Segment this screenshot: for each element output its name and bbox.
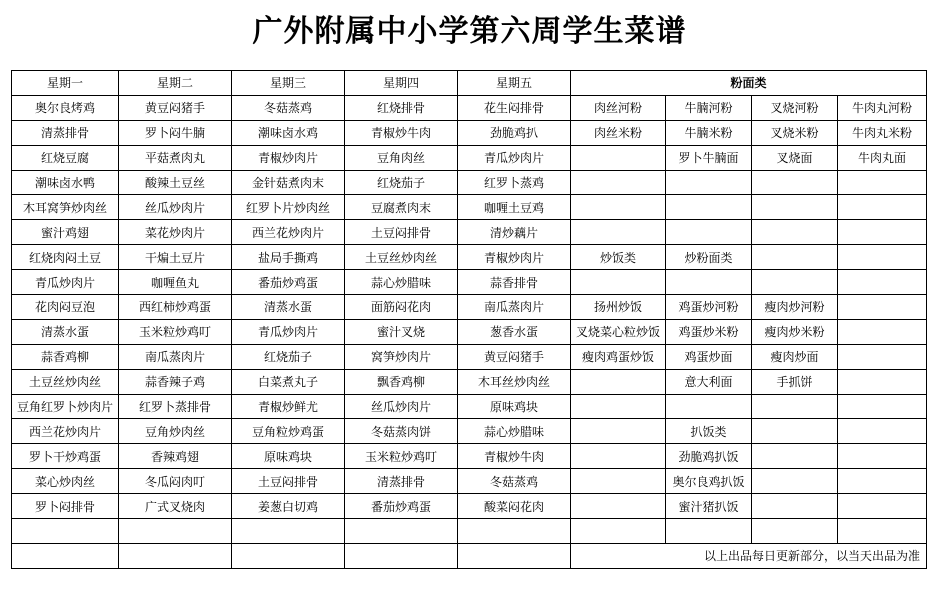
menu-cell xyxy=(571,469,666,494)
menu-cell xyxy=(838,220,927,245)
menu-cell: 花肉闷豆泡 xyxy=(12,295,119,320)
menu-cell xyxy=(838,195,927,220)
menu-cell: 豆角粒炒鸡蛋 xyxy=(232,419,345,444)
menu-cell xyxy=(458,519,571,544)
menu-cell xyxy=(571,270,666,295)
menu-cell xyxy=(666,394,752,419)
menu-cell: 青瓜炒肉片 xyxy=(232,319,345,344)
menu-cell: 劲脆鸡扒 xyxy=(458,120,571,145)
menu-cell xyxy=(232,519,345,544)
footnote-row xyxy=(12,543,927,568)
menu-cell: 清蒸排骨 xyxy=(345,469,458,494)
menu-cell: 红烧肉闷土豆 xyxy=(12,245,119,270)
menu-cell: 意大利面 xyxy=(666,369,752,394)
menu-cell: 蒜心炒腊味 xyxy=(345,270,458,295)
menu-cell xyxy=(571,494,666,519)
menu-cell: 罗卜干炒鸡蛋 xyxy=(12,444,119,469)
menu-cell xyxy=(838,369,927,394)
menu-cell: 南瓜蒸肉片 xyxy=(119,344,232,369)
menu-cell: 丝瓜炒肉片 xyxy=(345,394,458,419)
menu-cell: 红烧排骨 xyxy=(345,95,458,120)
menu-cell: 肉丝河粉 xyxy=(571,95,666,120)
menu-cell xyxy=(752,245,838,270)
menu-cell xyxy=(838,245,927,270)
table-row xyxy=(12,319,927,344)
menu-cell xyxy=(12,519,119,544)
menu-cell xyxy=(666,170,752,195)
menu-cell xyxy=(119,519,232,544)
menu-cell: 咖喱土豆鸡 xyxy=(458,195,571,220)
menu-cell: 蒜心炒腊味 xyxy=(458,419,571,444)
menu-cell xyxy=(666,519,752,544)
menu-cell: 红罗卜蒸鸡 xyxy=(458,170,571,195)
menu-cell xyxy=(752,170,838,195)
menu-cell: 蒜香辣子鸡 xyxy=(119,369,232,394)
menu-cell: 劲脆鸡扒饭 xyxy=(666,444,752,469)
menu-cell: 土豆闷排骨 xyxy=(232,469,345,494)
menu-cell xyxy=(838,270,927,295)
menu-cell: 南瓜蒸肉片 xyxy=(458,295,571,320)
menu-cell: 青瓜炒肉片 xyxy=(458,145,571,170)
menu-cell xyxy=(752,195,838,220)
menu-cell xyxy=(345,519,458,544)
menu-cell xyxy=(666,220,752,245)
menu-cell: 牛肉丸米粉 xyxy=(838,120,927,145)
menu-cell: 鸡蛋炒米粉 xyxy=(666,319,752,344)
menu-cell: 牛腩米粉 xyxy=(666,120,752,145)
menu-cell: 罗卜牛腩面 xyxy=(666,145,752,170)
table-row xyxy=(12,145,927,170)
menu-cell xyxy=(752,469,838,494)
menu-cell: 盐局手撕鸡 xyxy=(232,245,345,270)
menu-cell xyxy=(752,220,838,245)
table-row xyxy=(12,95,927,120)
menu-cell: 面筋闷花肉 xyxy=(345,295,458,320)
menu-cell: 鸡蛋炒面 xyxy=(666,344,752,369)
empty-cell xyxy=(12,543,119,568)
menu-cell: 土豆丝炒肉丝 xyxy=(345,245,458,270)
menu-cell: 番茄炒鸡蛋 xyxy=(232,270,345,295)
menu-cell: 西红柿炒鸡蛋 xyxy=(119,295,232,320)
table-row xyxy=(12,220,927,245)
menu-cell: 蜜汁叉烧 xyxy=(345,319,458,344)
menu-cell: 土豆闷排骨 xyxy=(345,220,458,245)
menu-cell xyxy=(571,419,666,444)
menu-cell: 炒饭类 xyxy=(571,245,666,270)
menu-cell xyxy=(571,195,666,220)
menu-cell: 红罗卜蒸排骨 xyxy=(119,394,232,419)
menu-cell: 西兰花炒肉片 xyxy=(232,220,345,245)
menu-cell: 菜心炒肉丝 xyxy=(12,469,119,494)
menu-cell: 炒粉面类 xyxy=(666,245,752,270)
table-row xyxy=(12,444,927,469)
menu-cell: 清蒸水蛋 xyxy=(232,295,345,320)
menu-cell: 广式叉烧肉 xyxy=(119,494,232,519)
menu-cell: 红烧茄子 xyxy=(345,170,458,195)
menu-cell: 豆角红罗卜炒肉片 xyxy=(12,394,119,419)
menu-cell: 平菇煮肉丸 xyxy=(119,145,232,170)
menu-cell: 清蒸排骨 xyxy=(12,120,119,145)
menu-cell: 香辣鸡翅 xyxy=(119,444,232,469)
menu-cell: 原味鸡块 xyxy=(458,394,571,419)
menu-cell: 木耳丝炒肉丝 xyxy=(458,369,571,394)
menu-cell: 玉米粒炒鸡叮 xyxy=(345,444,458,469)
menu-cell: 青椒炒鲜尤 xyxy=(232,394,345,419)
menu-cell xyxy=(752,419,838,444)
header-thursday: 星期四 xyxy=(345,71,458,96)
menu-cell xyxy=(838,344,927,369)
menu-cell: 青椒炒肉片 xyxy=(232,145,345,170)
empty-cell xyxy=(119,543,232,568)
menu-cell xyxy=(571,145,666,170)
menu-cell: 咖喱鱼丸 xyxy=(119,270,232,295)
empty-cell xyxy=(232,543,345,568)
menu-cell: 牛腩河粉 xyxy=(666,95,752,120)
menu-cell: 潮味卤水鸡 xyxy=(232,120,345,145)
table-row xyxy=(12,195,927,220)
menu-cell: 奥尔良烤鸡 xyxy=(12,95,119,120)
menu-cell: 蒜香鸡柳 xyxy=(12,344,119,369)
menu-cell: 肉丝米粉 xyxy=(571,120,666,145)
menu-cell: 潮味卤水鸭 xyxy=(12,170,119,195)
menu-cell: 木耳窝笋炒肉丝 xyxy=(12,195,119,220)
table-row xyxy=(12,519,927,544)
table-row xyxy=(12,295,927,320)
menu-cell: 青瓜炒肉片 xyxy=(12,270,119,295)
menu-cell: 红烧豆腐 xyxy=(12,145,119,170)
menu-cell: 清炒藕片 xyxy=(458,220,571,245)
menu-cell xyxy=(838,170,927,195)
menu-cell: 瘦肉炒面 xyxy=(752,344,838,369)
menu-cell: 青椒炒牛肉 xyxy=(345,120,458,145)
menu-cell: 瘦肉炒河粉 xyxy=(752,295,838,320)
menu-cell: 扒饭类 xyxy=(666,419,752,444)
menu-cell: 冬菇蒸鸡 xyxy=(232,95,345,120)
table-row xyxy=(12,245,927,270)
menu-cell: 牛肉丸面 xyxy=(838,145,927,170)
menu-cell xyxy=(571,220,666,245)
menu-cell: 叉烧河粉 xyxy=(752,95,838,120)
table-row xyxy=(12,494,927,519)
menu-cell: 蒜香排骨 xyxy=(458,270,571,295)
table-row xyxy=(12,170,927,195)
menu-cell: 白菜煮丸子 xyxy=(232,369,345,394)
menu-cell xyxy=(571,444,666,469)
menu-cell: 蜜汁猪扒饭 xyxy=(666,494,752,519)
menu-cell xyxy=(752,270,838,295)
menu-cell: 红罗卜片炒肉丝 xyxy=(232,195,345,220)
menu-cell: 土豆丝炒肉丝 xyxy=(12,369,119,394)
menu-cell: 干煸土豆片 xyxy=(119,245,232,270)
menu-cell: 鸡蛋炒河粉 xyxy=(666,295,752,320)
menu-cell: 青椒炒牛肉 xyxy=(458,444,571,469)
menu-cell: 姜葱白切鸡 xyxy=(232,494,345,519)
menu-cell: 手抓饼 xyxy=(752,369,838,394)
menu-cell: 金针菇煮肉末 xyxy=(232,170,345,195)
menu-cell xyxy=(838,394,927,419)
menu-cell: 冬瓜闷肉叮 xyxy=(119,469,232,494)
menu-cell: 牛肉丸河粉 xyxy=(838,95,927,120)
menu-cell: 扬州炒饭 xyxy=(571,295,666,320)
menu-cell: 飘香鸡柳 xyxy=(345,369,458,394)
menu-cell: 罗卜闷牛腩 xyxy=(119,120,232,145)
menu-cell xyxy=(752,394,838,419)
menu-cell xyxy=(838,494,927,519)
header-wednesday: 星期三 xyxy=(232,71,345,96)
page-title: 广外附属中小学第六周学生菜谱 xyxy=(252,14,687,49)
table-row xyxy=(12,369,927,394)
menu-cell: 西兰花炒肉片 xyxy=(12,419,119,444)
menu-cell: 玉米粒炒鸡叮 xyxy=(119,319,232,344)
empty-cell xyxy=(345,543,458,568)
menu-cell: 红烧茄子 xyxy=(232,344,345,369)
header-tuesday: 星期二 xyxy=(119,71,232,96)
header-row xyxy=(12,71,927,96)
footnote: 以上出品每日更新部分，以当天出品为准 xyxy=(571,543,927,568)
menu-cell: 豆角肉丝 xyxy=(345,145,458,170)
menu-cell xyxy=(838,444,927,469)
menu-cell: 蜜汁鸡翅 xyxy=(12,220,119,245)
table-row xyxy=(12,344,927,369)
menu-cell xyxy=(666,270,752,295)
menu-cell: 奥尔良鸡扒饭 xyxy=(666,469,752,494)
menu-cell xyxy=(838,419,927,444)
menu-cell xyxy=(838,319,927,344)
menu-cell: 瘦肉炒米粉 xyxy=(752,319,838,344)
table-row xyxy=(12,120,927,145)
menu-cell: 青椒炒肉片 xyxy=(458,245,571,270)
menu-cell xyxy=(666,195,752,220)
empty-cell xyxy=(458,543,571,568)
menu-cell: 冬菇蒸肉饼 xyxy=(345,419,458,444)
menu-cell xyxy=(571,369,666,394)
menu-cell: 叉烧米粉 xyxy=(752,120,838,145)
menu-cell: 罗卜闷排骨 xyxy=(12,494,119,519)
menu-cell: 叉烧面 xyxy=(752,145,838,170)
menu-cell: 叉烧菜心粒炒饭 xyxy=(571,319,666,344)
menu-cell: 豆角炒肉丝 xyxy=(119,419,232,444)
menu-cell: 丝瓜炒肉片 xyxy=(119,195,232,220)
menu-cell: 花生闷排骨 xyxy=(458,95,571,120)
menu-cell: 菜花炒肉片 xyxy=(119,220,232,245)
table-row xyxy=(12,469,927,494)
table-row xyxy=(12,394,927,419)
menu-cell xyxy=(571,394,666,419)
menu-cell xyxy=(838,519,927,544)
menu-cell xyxy=(752,494,838,519)
menu-cell: 清蒸水蛋 xyxy=(12,319,119,344)
header-friday: 星期五 xyxy=(458,71,571,96)
menu-cell: 原味鸡块 xyxy=(232,444,345,469)
menu-cell: 黄豆闷猪手 xyxy=(119,95,232,120)
menu-cell xyxy=(752,519,838,544)
menu-cell xyxy=(571,519,666,544)
menu-cell: 豆腐煮肉末 xyxy=(345,195,458,220)
menu-cell: 番茄炒鸡蛋 xyxy=(345,494,458,519)
header-noodles: 粉面类 xyxy=(571,71,927,96)
menu-cell: 黄豆闷猪手 xyxy=(458,344,571,369)
header-monday: 星期一 xyxy=(12,71,119,96)
menu-cell: 酸辣土豆丝 xyxy=(119,170,232,195)
menu-table xyxy=(11,70,927,569)
table-row xyxy=(12,270,927,295)
menu-cell: 葱香水蛋 xyxy=(458,319,571,344)
menu-cell xyxy=(838,469,927,494)
table-row xyxy=(12,419,927,444)
menu-cell xyxy=(571,170,666,195)
menu-cell xyxy=(752,444,838,469)
menu-cell xyxy=(838,295,927,320)
menu-cell: 冬菇蒸鸡 xyxy=(458,469,571,494)
menu-cell: 瘦肉鸡蛋炒饭 xyxy=(571,344,666,369)
menu-cell: 酸菜闷花肉 xyxy=(458,494,571,519)
menu-cell: 窝笋炒肉片 xyxy=(345,344,458,369)
